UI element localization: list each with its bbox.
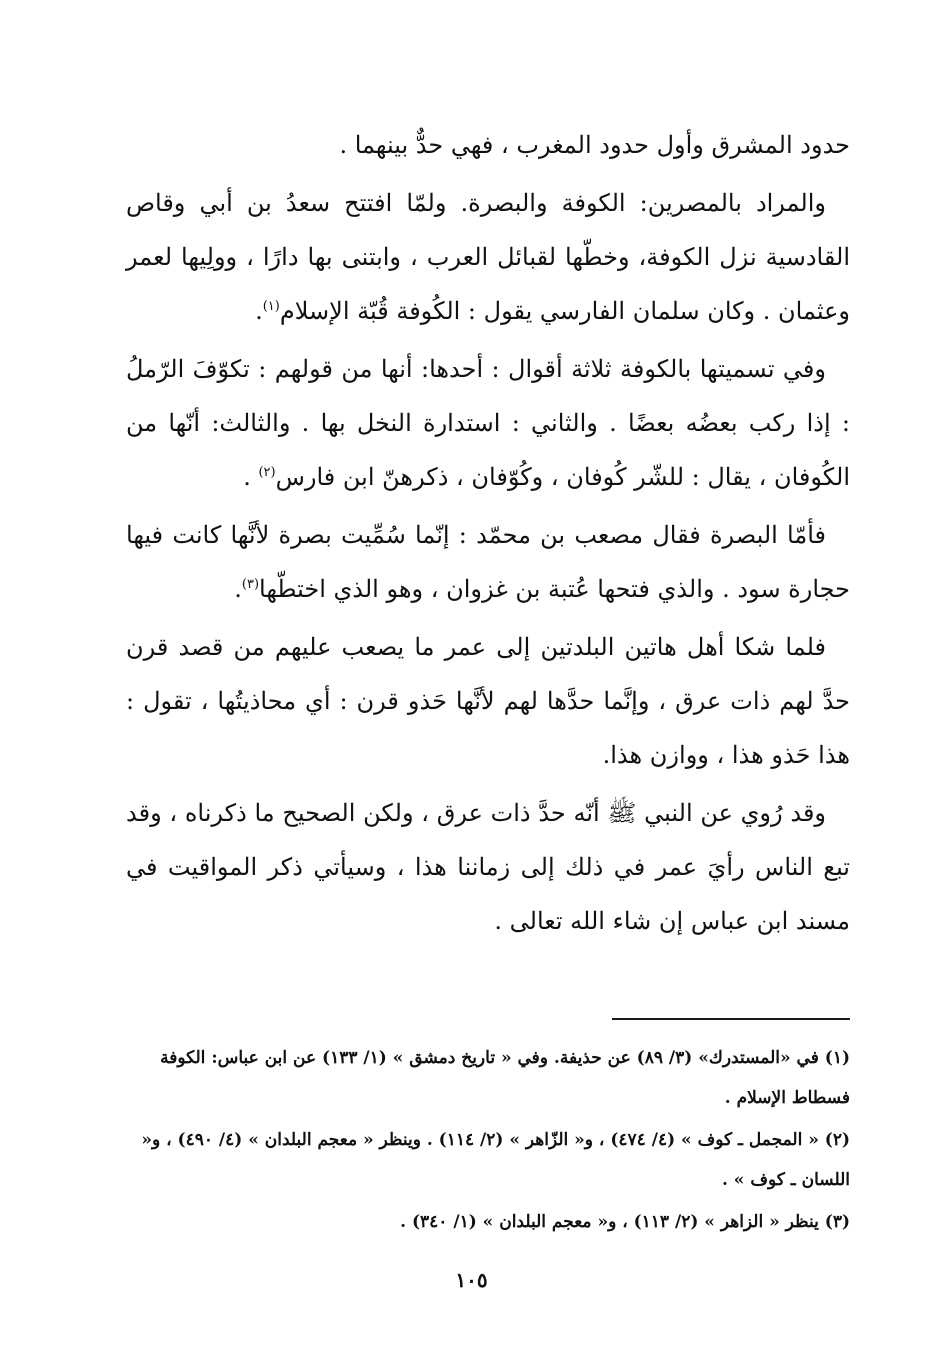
footnote-divider xyxy=(612,1018,850,1020)
footnote-ref: (٢) xyxy=(258,465,276,480)
footnote-ref: (٣) xyxy=(241,577,260,592)
footnote: (٢) « المجمل ـ كوف » (٤/ ٤٧٤) ، و« الزّاهر » (٢/ ١١٤) . وينظر « معجم البلدان » (٤/ ٤٩٠) ، و« اللسان ـ كوف » . xyxy=(141,1130,850,1190)
page-number: ١٠٥ xyxy=(455,1268,488,1292)
footnote: (١) في «المستدرك» (٣/ ٨٩) عن حذيفة. وفي « تاريخ دمشق » (١/ ١٣٣) عن ابن عباس: الكوفة فسطاط الإسلام . xyxy=(160,1048,850,1108)
paragraph: والمراد بالمصرين: الكوفة والبصرة. ولمّا افتتح سعدُ بن أبي وقاص القادسية نزل الكوفة، وخطّها لقبائل العرب ، وابتنى بها دارًا ، وولِيها لعمر وعثمان . وكان سلمان الفارسي يقول : الكُوفة قُبّة الإسلام$^{(١)}$. xyxy=(126,189,850,325)
footnote-ref: (١) xyxy=(262,299,280,314)
footnote: (٣) ينظر « الزاهر » (٢/ ١١٣) ، و« معجم البلدان » (١/ ٣٤٠) . xyxy=(400,1212,850,1232)
paragraph: فلما شكا أهل هاتين البلدتين إلى عمر ما يصعب عليهم من قصد قرن حدَّ لهم ذات عرق ، وإنَّما حدَّها لهم لأنَّها حَذو قرن : أي محاذيتُها ، تقول : هذا حَذو هذا ، ووازن هذا. xyxy=(126,633,850,769)
main-text xyxy=(126,118,850,948)
paragraph: وفي تسميتها بالكوفة ثلاثة أقوال : أحدها: أنها من قولهم : تكوّفَ الرّملُ : إذا ركب بعضُه بعضًا . والثاني : استدارة النخل بها . والثالث: أنّها من الكُوفان ، يقال : للشّر كُوفان ، وكُوّفان ، ذكرهنّ ابن فارس$^{(٢)}$ . xyxy=(126,355,850,491)
footnotes xyxy=(126,1038,850,1244)
paragraph: حدود المشرق وأول حدود المغرب ، فهي حدٌّ بينهما . xyxy=(339,131,850,159)
paragraph: فأمّا البصرة فقال مصعب بن محمّد : إنّما سُمِّيت بصرة لأنَّها كانت فيها حجارة سود . والذي فتحها عُتبة بن غزوان ، وهو الذي اختطّها$^{(٣)}$. xyxy=(126,521,850,603)
paragraph: وقد رُوي عن النبي ﷺ أنّه حدَّ ذات عرق ، ولكن الصحيح ما ذكرناه ، وقد تبع الناس رأيَ عمر في ذلك إلى زماننا هذا ، وسيأتي ذكر المواقيت في مسند ابن عباس إن شاء الله تعالى . xyxy=(126,799,850,935)
